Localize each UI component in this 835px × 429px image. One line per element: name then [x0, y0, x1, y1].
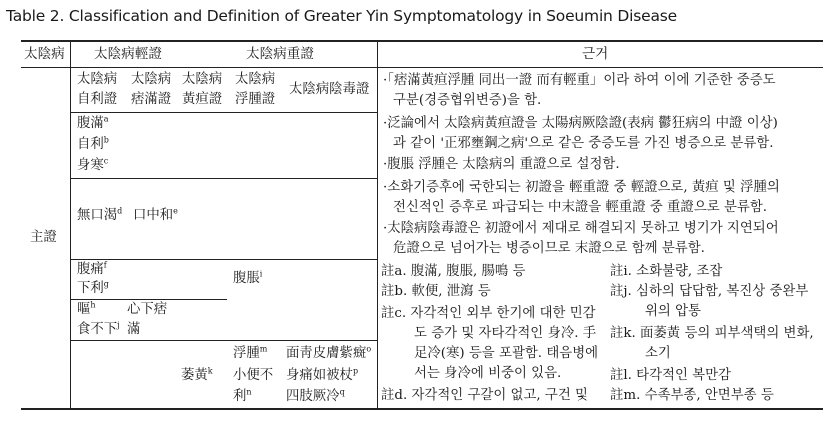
- header-bottom-rule: [21, 67, 823, 68]
- col1-divider: [70, 41, 71, 409]
- basis-item-3-line-1: ·腹脹 浮腫은 太陰病의 重證으로 설정함.: [383, 157, 620, 172]
- subheader-bottom-rule: [70, 112, 377, 113]
- symptom-no-thirst: 無口渴$^d$: [77, 206, 123, 223]
- symptom-urination-difficulty-end: 利$^n$: [233, 387, 252, 404]
- symptom-purple-spots: 面靑皮膚紫癍$^o$: [286, 344, 372, 361]
- symptom-vomiting: 嘔$^h$: [77, 300, 96, 317]
- symptom-epigastric-fullness: 心下痞: [127, 302, 168, 317]
- subheader-fullness-top: 太陰病: [131, 72, 172, 87]
- basis-item-5-line-1: ·太陰病陰毒證은 初證에서 제대로 해결되지 못하고 병기가 지연되어: [383, 221, 779, 236]
- symptom-fullness-char: 滿: [127, 322, 141, 337]
- symptom-diarrhea: 自利$^b$: [77, 135, 109, 152]
- subheader-edema-top: 太陰病: [235, 72, 276, 87]
- header-basis: 근거: [582, 46, 609, 62]
- footnote-c-line-3: 足冷(寒) 등을 포괄함. 태음병에: [414, 346, 599, 361]
- basis-item-5-line-2: 危證으로 넘어가는 병증이므로 末證으로 함께 분류함.: [393, 241, 705, 256]
- basis-item-2-line-1: ·泛論에서 太陰病黃疸證을 太陽病厥陰證(表病 鬱狂病의 中證 이상): [383, 116, 778, 131]
- footnote-j-line-2: 위의 압통: [645, 304, 701, 319]
- subheader-edema-bottom: 浮腫證: [235, 92, 276, 107]
- top-rule: [21, 40, 823, 42]
- main-symptom-label: 主證: [30, 230, 57, 245]
- footnote-k-line-1: 註k. 面萎黃 등의 피부색택의 변화,: [610, 326, 814, 341]
- basis-item-1-line-1: ·「痞滿黃疸浮腫 同出一證 而有輕重」이라 하여 이에 기준한 중증도: [383, 73, 776, 88]
- basis-item-4-line-2: 전신적인 증후로 파급되는 中末證을 輕重證 중 重證으로 분류함.: [393, 200, 768, 215]
- basis-item-4-line-1: ·소화기증후에 국한되는 初證을 輕重證 중 輕證으로, 黃疸 및 浮腫의: [383, 180, 780, 195]
- bottom-rule: [21, 408, 823, 410]
- row3-top-rule: [70, 259, 377, 260]
- symptom-mouth-harmony: 口中和$^e$: [133, 206, 178, 223]
- symptom-sallow-yellow: 萎黃$^k$: [181, 366, 213, 383]
- footnote-c-line-2: 도 증가 및 자타각적인 身冷. 手: [414, 326, 597, 341]
- subheader-yin-toxin: 太陰病陰毒證: [289, 82, 370, 97]
- header-taeeum-disease: 太陰病: [24, 46, 65, 62]
- symptom-abdominal-pain: 腹痛$^f$: [77, 260, 107, 277]
- footnote-i: 註i. 소화불량, 조잡: [610, 264, 723, 279]
- footnote-m: 註m. 수족부종, 안면부종 등: [610, 388, 774, 403]
- footnote-c-line-1: 註c. 자각적인 외부 한기에 대한 민감: [381, 306, 596, 321]
- basis-item-1-line-2: 구분(경증협위변증)을 함.: [393, 93, 542, 108]
- basis-item-2-line-2: 과 같이 '正邪壅鋼之病'으로 같은 중증도를 가진 병증으로 분류함.: [393, 136, 774, 151]
- symptom-cold-limbs: 四肢厥冷$^q$: [286, 387, 345, 404]
- footnote-k-line-2: 소기: [645, 346, 671, 361]
- col-basis-divider: [377, 41, 378, 409]
- row1-bottom-rule: [70, 178, 377, 179]
- footnote-l: 註l. 타각적인 복만감: [610, 368, 731, 383]
- subheader-diarrhea-top: 太陰病: [77, 72, 118, 87]
- symptom-diarrhea-down: 下利$^g$: [77, 279, 109, 296]
- footnote-a: 註a. 腹滿, 腹脹, 腸鳴 등: [381, 264, 526, 279]
- footnote-b: 註b. 軟便, 泄瀉 등: [381, 284, 491, 299]
- footnote-j-line-1: 註j. 심하의 답답함, 복진상 중완부: [610, 284, 809, 299]
- symptom-edema: 浮腫$^m$: [233, 344, 268, 361]
- symptom-poor-appetite: 食不下$^j$: [77, 320, 120, 337]
- header-severe-pattern: 太陰病重證: [246, 46, 314, 62]
- subheader-diarrhea-bottom: 自利證: [77, 92, 118, 107]
- symptom-abdominal-fullness: 腹滿$^a$: [77, 114, 109, 131]
- symptom-body-cold: 身寒$^c$: [77, 156, 109, 173]
- subheader-fullness-bottom: 痞滿證: [131, 92, 172, 107]
- row5-top-rule: [70, 340, 377, 341]
- symptom-urination-difficulty: 小便不: [233, 368, 274, 383]
- symptom-abdominal-distension: 腹脹$^i$: [233, 269, 263, 286]
- subheader-jaundice-top: 太陰病: [182, 72, 223, 87]
- symptom-body-pain: 身痛如被杖$^p$: [286, 366, 359, 383]
- subheader-jaundice-bottom: 黃疸證: [182, 92, 223, 107]
- footnote-c-line-4: 서는 身冷에 비중이 있음.: [414, 366, 562, 381]
- table-caption: Table 2. Classification and Definition of Greater Yin Symptomatology in Soeumin Disease: [6, 7, 677, 25]
- footnote-d: 註d. 자각적인 구갈이 없고, 구건 및: [381, 388, 588, 403]
- header-mild-pattern: 太陰病輕證: [94, 46, 162, 62]
